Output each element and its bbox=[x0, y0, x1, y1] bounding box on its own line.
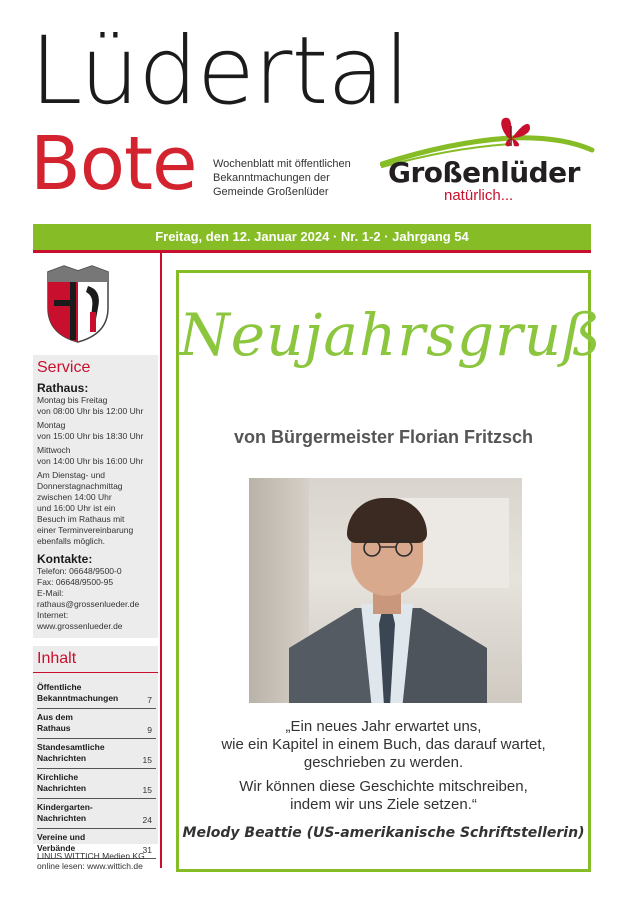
rathaus-note: zwischen 14:00 Uhr bbox=[37, 492, 112, 502]
toc-item bbox=[37, 799, 156, 829]
sidebar-divider bbox=[160, 253, 162, 868]
toc-page: 31 bbox=[142, 845, 152, 855]
rathaus-heading: Rathaus: bbox=[37, 381, 89, 395]
toc-label: Kirchliche bbox=[37, 772, 79, 782]
toc-page: 15 bbox=[142, 785, 152, 795]
quote-line: indem wir uns Ziele setzen.“ bbox=[290, 796, 477, 813]
quote bbox=[179, 718, 588, 814]
toc-page: 7 bbox=[147, 695, 152, 705]
rathaus-hours: von 14:00 Uhr bis 16:00 Uhr bbox=[37, 456, 144, 466]
toc-page: 15 bbox=[142, 755, 152, 765]
tagline-line: Wochenblatt mit öffentlichen bbox=[213, 158, 351, 170]
quote-line: wie ein Kapitel in einem Buch, das darauf wartet, bbox=[221, 736, 546, 753]
contents-panel bbox=[33, 646, 158, 855]
quote-line: geschrieben zu werden. bbox=[303, 754, 464, 771]
toc-label: Öffentliche bbox=[37, 682, 82, 692]
new-year-feature bbox=[176, 270, 602, 872]
rathaus-hours: von 15:00 Uhr bis 18:30 Uhr bbox=[37, 431, 144, 441]
toc-page: 24 bbox=[142, 815, 152, 825]
rathaus-note: Donnerstagnachmittag bbox=[37, 481, 123, 491]
tagline-line: Bekanntmachungen der bbox=[213, 172, 330, 184]
toc-label: Bekanntmachungen bbox=[37, 693, 119, 703]
publisher-info bbox=[37, 851, 145, 871]
toc-label: Nachrichten bbox=[37, 783, 87, 793]
website-address: www.grossenlueder.de bbox=[37, 621, 123, 631]
glasses-icon bbox=[357, 538, 419, 558]
toc-label: Nachrichten bbox=[37, 813, 87, 823]
masthead-tagline bbox=[213, 157, 383, 199]
rathaus-hours: Montag bbox=[37, 420, 66, 430]
rathaus-note: einer Terminvereinbarung bbox=[37, 525, 134, 535]
email-address: rathaus@grossenlueder.de bbox=[37, 599, 140, 609]
rathaus-hours: Montag bis Freitag bbox=[37, 395, 108, 405]
kontakte-heading: Kontakte: bbox=[37, 552, 93, 566]
quote-line: Wir können diese Geschichte mitschreiben, bbox=[239, 778, 528, 795]
toc-item bbox=[37, 679, 156, 709]
rathaus-note: Am Dienstag- und bbox=[37, 470, 106, 480]
fax-number: Fax: 06648/9500-95 bbox=[37, 577, 114, 587]
internet-label: Internet: bbox=[37, 610, 69, 620]
toc-label: Standesamtliche bbox=[37, 742, 105, 752]
toc-label: Aus dem bbox=[37, 712, 73, 722]
toc-item bbox=[37, 739, 156, 769]
rathaus-note: ebenfalls möglich. bbox=[37, 536, 106, 546]
masthead-subtitle: Bote bbox=[30, 121, 197, 207]
rathaus-note: und 16:00 Uhr ist ein bbox=[37, 503, 116, 513]
rathaus-note: Besuch im Rathaus mit bbox=[37, 514, 125, 524]
contents-heading: Inhalt bbox=[33, 646, 158, 673]
toc-label: Nachrichten bbox=[37, 753, 87, 763]
brand-logo bbox=[380, 112, 595, 207]
phone-number: Telefon: 06648/9500-0 bbox=[37, 566, 122, 576]
brand-name: Großenlüder bbox=[388, 156, 580, 189]
rathaus-hours: Mittwoch bbox=[37, 445, 71, 455]
publisher-website: online lesen: www.wittich.de bbox=[37, 861, 143, 871]
email-label: E-Mail: bbox=[37, 588, 64, 598]
brand-slogan: natürlich... bbox=[444, 187, 514, 204]
quote-author: Melody Beattie (US-amerikanische Schriftstellerin) bbox=[182, 825, 585, 841]
service-panel bbox=[33, 355, 158, 638]
quote-line: „Ein neues Jahr erwartet uns, bbox=[285, 718, 482, 735]
toc-label: Vereine und bbox=[37, 832, 86, 842]
mayor-portrait bbox=[249, 478, 522, 703]
publisher-name: LINUS WITTICH Medien KG bbox=[37, 851, 145, 861]
rathaus-hours: von 08:00 Uhr bis 12:00 Uhr bbox=[37, 406, 144, 416]
toc-label: Rathaus bbox=[37, 723, 71, 733]
feature-title: Neujahrsgruß bbox=[179, 301, 602, 369]
toc-label: Verbände bbox=[37, 843, 76, 853]
feature-subtitle: von Bürgermeister Florian Fritzsch bbox=[233, 427, 534, 447]
issue-date-bar: Freitag, den 12. Januar 2024 · Nr. 1-2 · Jahrgang 54 bbox=[33, 224, 591, 250]
toc-item bbox=[37, 709, 156, 739]
masthead-title: Lüdertal bbox=[30, 17, 410, 126]
toc-page: 9 bbox=[147, 725, 152, 735]
service-heading: Service bbox=[37, 359, 91, 376]
divider bbox=[33, 250, 591, 253]
coat-of-arms-icon bbox=[44, 264, 112, 344]
tagline-line: Gemeinde Großenlüder bbox=[213, 186, 329, 198]
toc-label: Kindergarten- bbox=[37, 802, 93, 812]
toc-item bbox=[37, 769, 156, 799]
